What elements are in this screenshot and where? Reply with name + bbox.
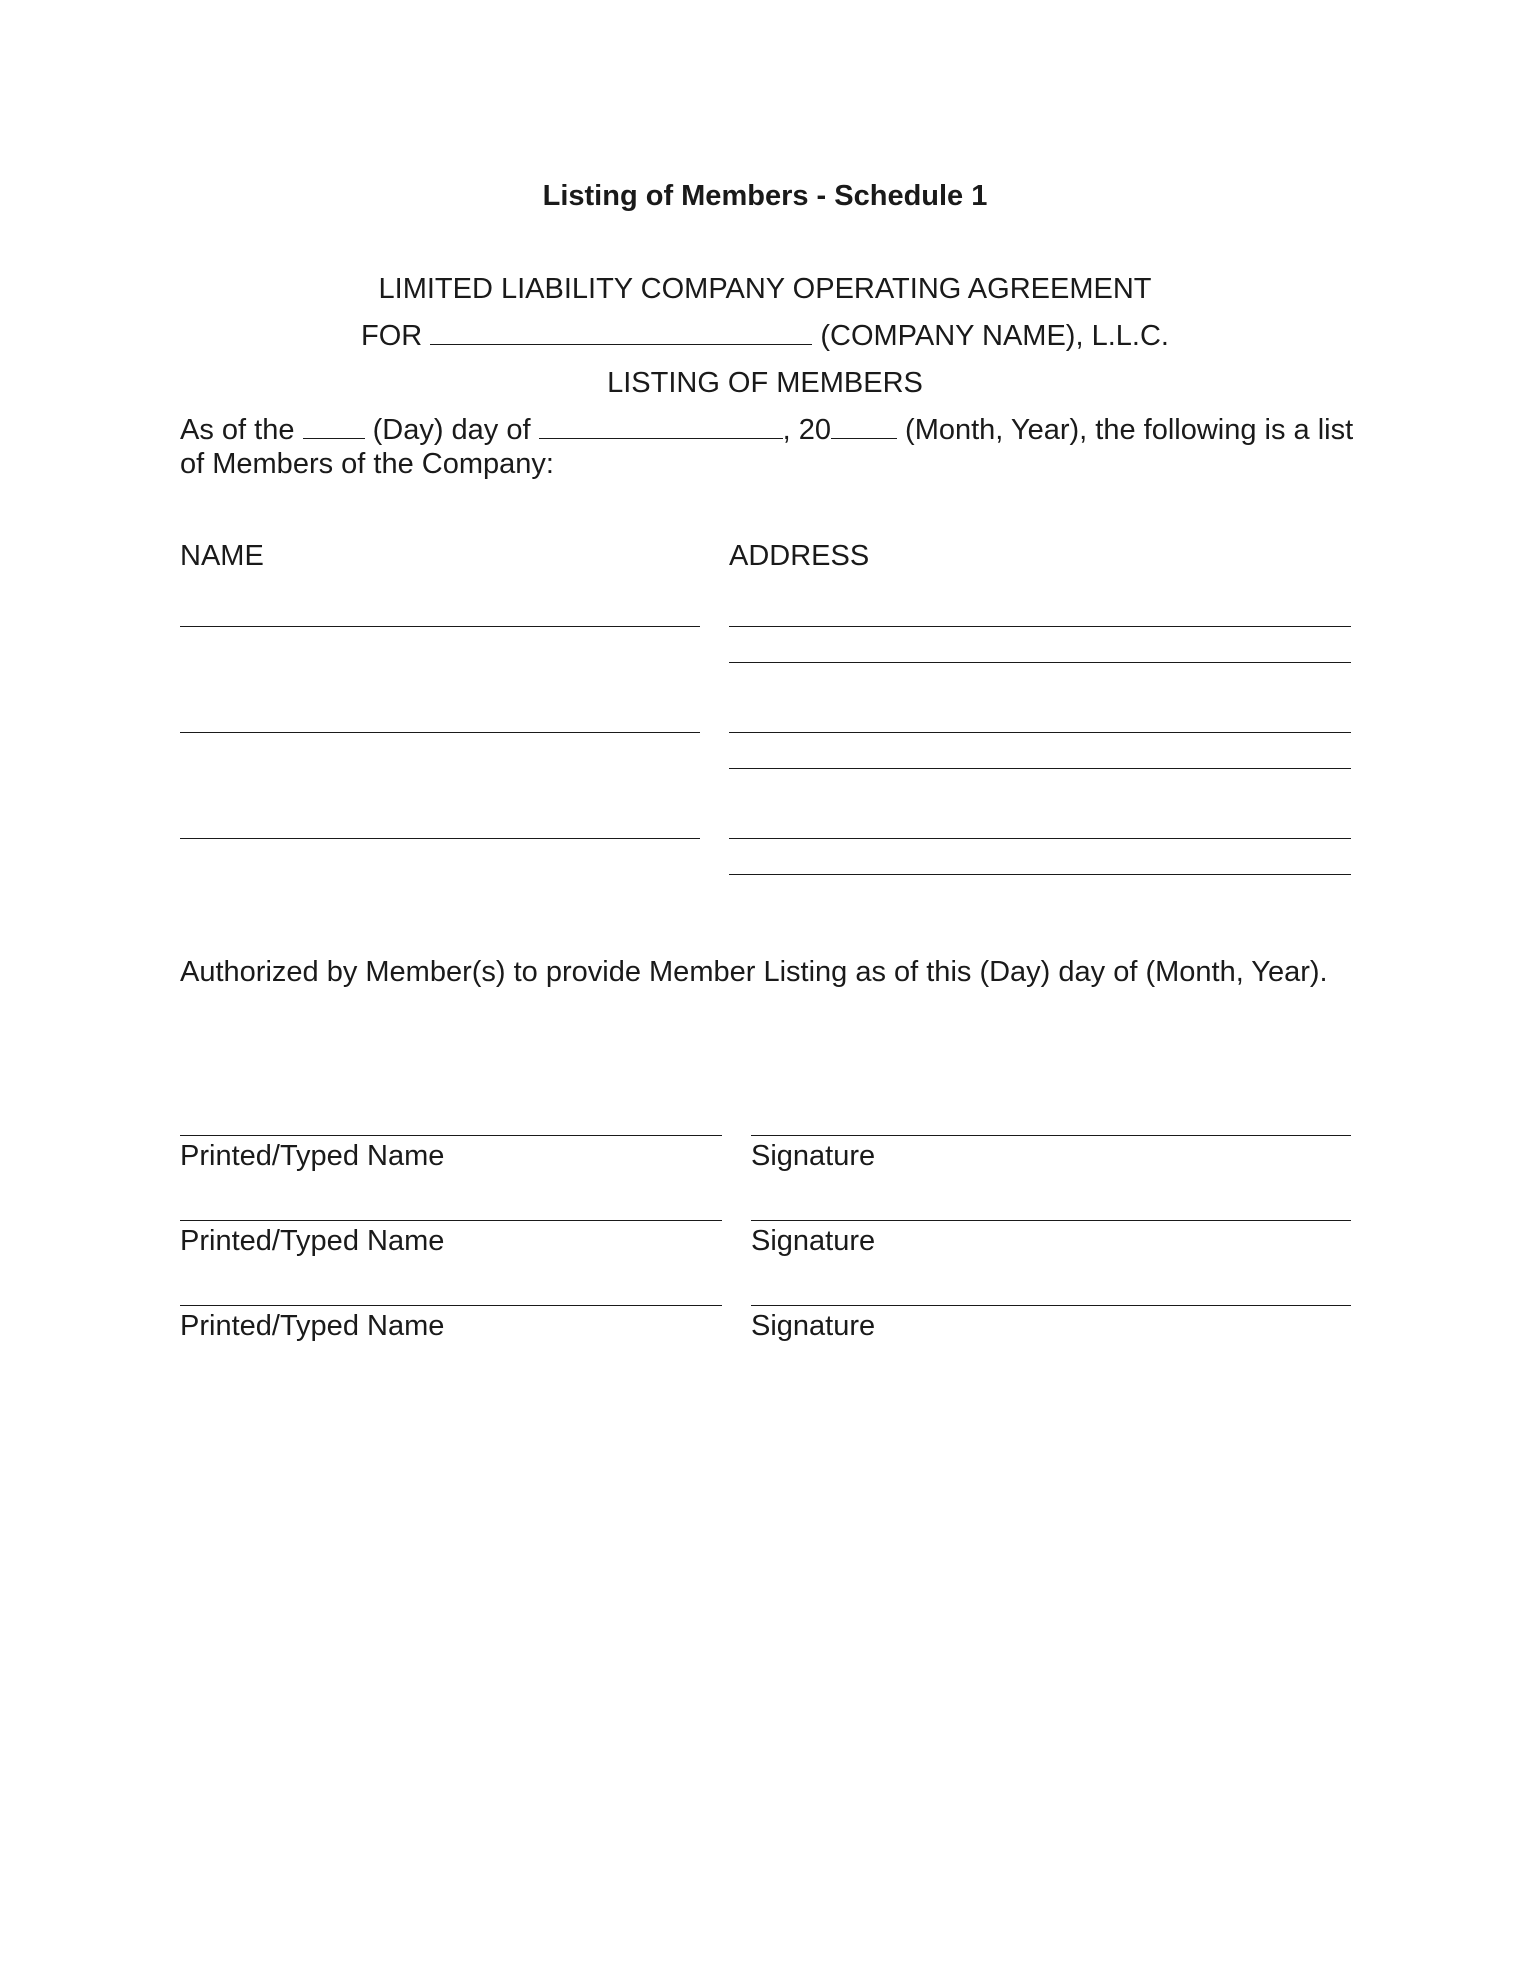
intro-part-1: As of the bbox=[180, 414, 295, 446]
member-name-line[interactable] bbox=[180, 732, 700, 733]
month-blank[interactable] bbox=[539, 416, 783, 439]
member-address-line[interactable] bbox=[729, 626, 1351, 627]
company-name-suffix: (COMPANY NAME), L.L.C. bbox=[820, 320, 1169, 352]
address-column-header: ADDRESS bbox=[729, 540, 870, 572]
printed-name-line[interactable] bbox=[180, 1135, 722, 1136]
signature-label: Signature bbox=[751, 1225, 876, 1257]
company-name-line bbox=[0, 320, 1530, 353]
printed-name-line[interactable] bbox=[180, 1305, 722, 1306]
company-name-blank[interactable] bbox=[430, 322, 812, 345]
intro-part-3: , 20 bbox=[782, 414, 831, 446]
document-title: Listing of Members - Schedule 1 bbox=[542, 180, 988, 212]
member-address-line[interactable] bbox=[729, 662, 1351, 663]
signature-line[interactable] bbox=[751, 1135, 1351, 1136]
printed-name-label: Printed/Typed Name bbox=[180, 1310, 445, 1342]
member-name-line[interactable] bbox=[180, 626, 700, 627]
member-address-line[interactable] bbox=[729, 768, 1351, 769]
signature-label: Signature bbox=[751, 1140, 876, 1172]
authorization-statement: Authorized by Member(s) to provide Member Listing as of this (Day) day of (Month, Year). bbox=[180, 956, 1328, 988]
member-address-line[interactable] bbox=[729, 732, 1351, 733]
listing-heading: LISTING OF MEMBERS bbox=[607, 367, 923, 399]
year-blank[interactable] bbox=[831, 416, 897, 439]
intro-part-2: (Day) day of bbox=[372, 414, 531, 446]
day-blank[interactable] bbox=[303, 416, 365, 439]
member-name-line[interactable] bbox=[180, 838, 700, 839]
signature-line[interactable] bbox=[751, 1220, 1351, 1221]
printed-name-label: Printed/Typed Name bbox=[180, 1140, 445, 1172]
printed-name-line[interactable] bbox=[180, 1220, 722, 1221]
member-address-line[interactable] bbox=[729, 874, 1351, 875]
printed-name-label: Printed/Typed Name bbox=[180, 1225, 445, 1257]
agreement-heading: LIMITED LIABILITY COMPANY OPERATING AGREEMENT bbox=[378, 273, 1152, 305]
intro-part-4: (Month, Year), the following is a list of Members of the Company: bbox=[180, 414, 1354, 480]
intro-paragraph bbox=[180, 413, 1360, 481]
name-column-header: NAME bbox=[180, 540, 264, 572]
signature-label: Signature bbox=[751, 1310, 876, 1342]
signature-line[interactable] bbox=[751, 1305, 1351, 1306]
for-label: FOR bbox=[361, 320, 423, 352]
member-address-line[interactable] bbox=[729, 838, 1351, 839]
